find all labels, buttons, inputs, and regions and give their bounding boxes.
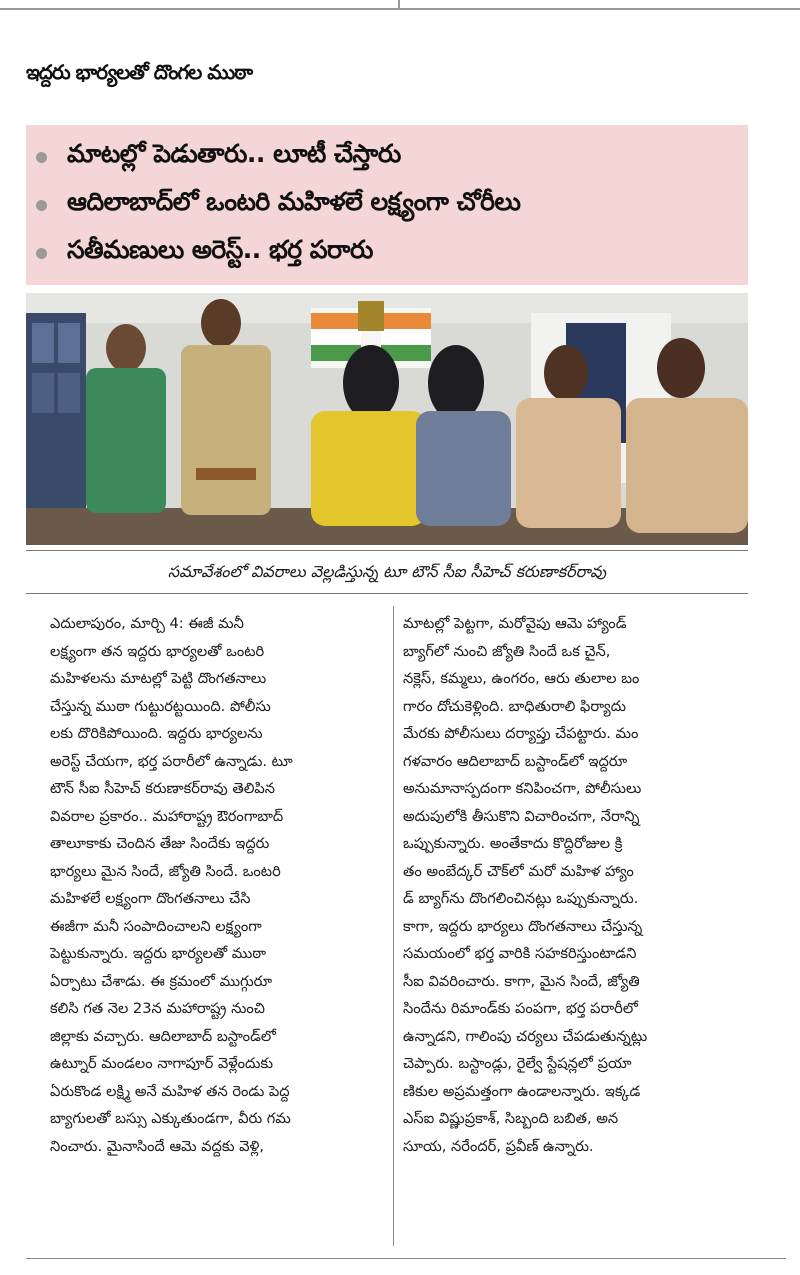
text-line: సిందేను రిమాండ్‌కు పంపగా, భర్త పరారీలో (403, 1000, 638, 1017)
text-line: లక్ష్యంగా తన ఇద్దరు భార్యలతో ఒంటరి (50, 642, 265, 660)
bullet-icon (36, 248, 47, 259)
text-line: గారం దోచుకెళ్లింది. బాధితురాలి ఫిర్యాదు (403, 697, 627, 715)
text-line: అనుమానాస్పదంగా కనిపించగా, పోలీసులు (403, 780, 642, 797)
text-line: నించారు. మైనాసిందే ఆమె వద్దకు వెళ్లి, (50, 1137, 265, 1155)
summary-item (26, 133, 748, 181)
summary-text: ఆదిలాబాద్‌లో ఒంటరి మహిళలే లక్ష్యంగా చోరీలు (67, 187, 521, 216)
text-line: మహిళలే లక్ష్యంగా దొంగతనాలు చేసి (50, 890, 251, 907)
text-line: తం అంబేద్కర్ చౌక్‌లో మరో మహిళ హ్యాం (403, 862, 634, 880)
summary-item (26, 229, 748, 277)
text-line: నక్లెస్, కమ్మలు, ఉంగరం, ఆరు తులాల బం (403, 670, 640, 687)
bullet-icon (36, 200, 47, 211)
text-line: అరెస్ట్ చేయగా, భర్త పరారీలో ఉన్నాడు. టూ (50, 752, 293, 770)
text-line: ఈజీగా మనీ సంపాదించాలని లక్ష్యంగా (50, 917, 262, 935)
text-line: మేరకు పోలీసులు దర్యాప్తు చేపట్టారు. మం (403, 725, 639, 742)
text-line: మాటల్లో పెట్టగా, మరోవైపు ఆమె హ్యాండ్ (403, 615, 627, 632)
text-line: డ్ బ్యాగ్‌ను దొంగలించినట్లు ఒప్పుకున్నారు. (403, 890, 639, 907)
column-divider (393, 606, 394, 1246)
text-line: తాలూకాకు చెందిన తేజు సిందేకు ఇద్దరు (50, 835, 270, 852)
news-photo (26, 293, 748, 545)
text-line: ఒప్పుకున్నారు. అంతేకాదు కొద్దిరోజుల క్రి (403, 835, 623, 852)
text-line: సూయ, నరేందర్, ప్రవీణ్ ఉన్నారు. (403, 1137, 594, 1155)
text-line: సీఐ వివరించారు. కాగా, మైన సిందే, జ్యోతి (403, 972, 640, 990)
top-tick (398, 0, 400, 8)
bottom-rule (26, 1258, 786, 1259)
text-line: ఎస్ఐ విష్ణుప్రకాశ్, సిబ్బంది బబిత, అన (403, 1110, 619, 1127)
text-line: టౌన్ సీఐ సీహెచ్ కరుణాకర్‌రావు తెలిపిన (50, 780, 276, 797)
summary-box (26, 125, 748, 285)
text-line: బ్యాగ్‌లో నుంచి జ్యోతి సిందే ఒక చైన్, (403, 642, 611, 660)
text-line: ఏర్పాటు చేశాడు. ఈ క్రమంలో ముగ్గురూ (50, 972, 273, 990)
text-line: గళవారం ఆదిలాబాద్ బస్టాండ్‌లో ఇద్దరూ (403, 752, 628, 770)
text-line: సమయంలో భర్త వారికి సహకరిస్తుంటాడని (403, 945, 637, 962)
text-line: లకు దొరికిపోయింది. ఇద్దరు భార్యలను (50, 725, 263, 742)
text-line: పెట్టుకున్నారు. ఇద్దరు భార్యలతో ముఠా (50, 945, 266, 962)
text-line: మహిళలను మాటల్లో పెట్టి దొంగతనాలు (50, 670, 267, 687)
text-line: ఏరుకొండ లక్ష్మి అనే మహిళ తన రెండు పెద్ద (50, 1082, 290, 1100)
article-headline: ఇద్దరు భార్యలతో దొంగల ముఠా (26, 60, 253, 84)
text-line: ఎదులాపురం, మార్చి 4: ఈజీ మనీ (50, 615, 244, 632)
top-rule (0, 8, 800, 10)
text-line: కలిసి గత నెల 23న మహారాష్ట్ర నుంచి (50, 1000, 265, 1017)
summary-text: సతీమణులు అరెస్ట్.. భర్త పరారు (67, 235, 373, 264)
text-line: వివరాల ప్రకారం.. మహారాష్ట్ర ఔరంగాబాద్ (50, 807, 284, 825)
text-line: కాగా, ఇద్దరు భార్యలు దొంగతనాలు చేస్తున్న (403, 917, 643, 935)
text-line: జిల్లాకు వచ్చారు. ఆదిలాబాద్ బస్టాండ్‌లో (50, 1027, 276, 1045)
bullet-icon (36, 152, 47, 163)
text-line: బ్యాగులతో బస్సు ఎక్కుతుండగా, వీరు గమ (50, 1110, 291, 1127)
text-line: ఉట్నూర్ మండలం నాగాపూర్ వెళ్లేందుకు (50, 1055, 274, 1072)
press-meet-photo (26, 293, 748, 545)
text-line: ణికుల అప్రమత్తంగా ఉండాలన్నారు. ఇక్కడ (403, 1082, 641, 1100)
text-line: ఉన్నాడని, గాలింపు చర్యలు చేపడుతున్నట్లు (403, 1027, 648, 1045)
text-line: చెప్పారు. బస్టాండ్లు, రైల్వే స్టేషన్లలో ప్రయా (403, 1055, 632, 1072)
article-column-left (50, 610, 387, 1160)
text-line: చేస్తున్న ముఠా గుట్టురట్టయింది. పోలీసు (50, 697, 271, 715)
text-line: భార్యలు మైన సిందే, జ్యోతి సిందే. ఒంటరి (50, 862, 281, 880)
summary-text: మాటల్లో పెడుతారు.. లూటీ చేస్తారు (67, 139, 401, 168)
text-line: అదుపులోకి తీసుకొని విచారించగా, నేరాన్ని (403, 807, 640, 825)
photo-caption: సమావేశంలో వివరాలు వెల్లడిస్తున్న టూ టౌన్ సీఐ సీహెచ్ కరుణాకర్‌రావు (26, 550, 748, 594)
summary-item (26, 181, 748, 229)
article-column-right (403, 610, 740, 1160)
